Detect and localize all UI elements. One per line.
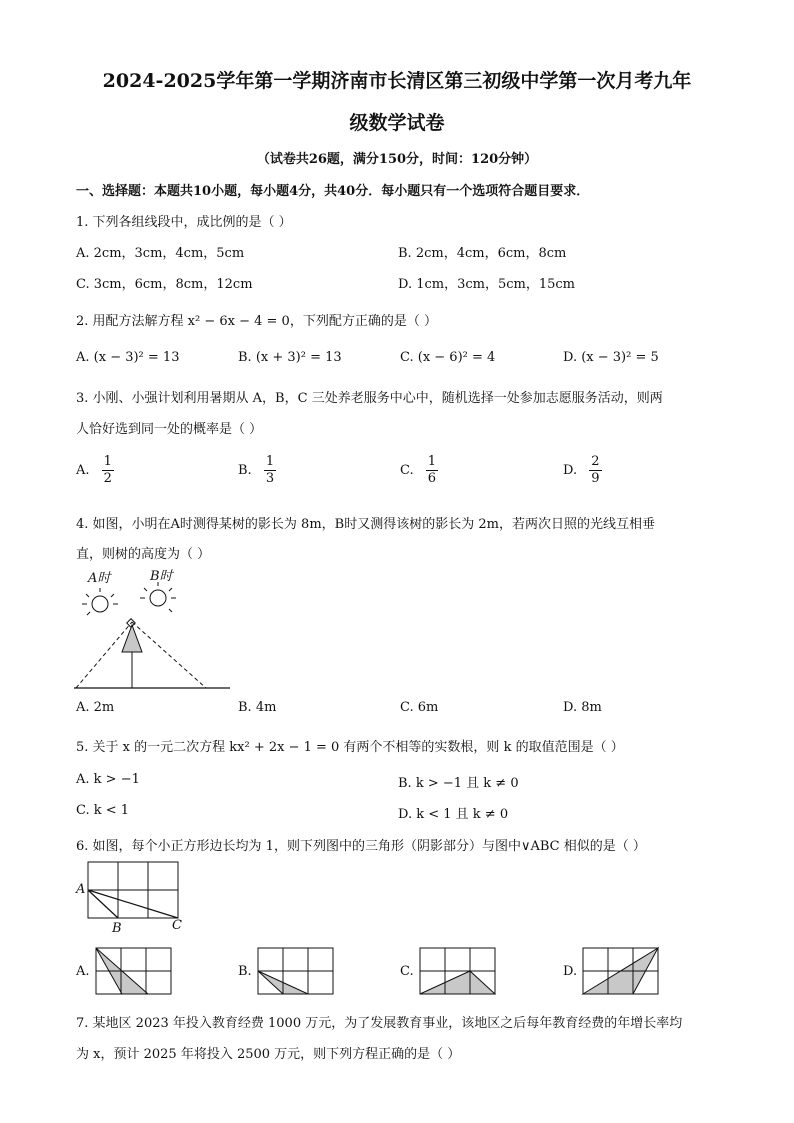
q5-option-b: B. k > −1 且 k ≠ 0 xyxy=(398,776,519,791)
q3-option-a-letter: A. xyxy=(76,463,90,478)
numerator: 1 xyxy=(265,454,275,469)
question-3-stem-line2: 人恰好选到同一处的概率是（ ） xyxy=(76,422,263,437)
q5-option-a: A. k > −1 xyxy=(76,772,140,787)
exam-info: （试卷共26题，满分150分，时间：120分钟） xyxy=(256,152,538,167)
q3-option-a xyxy=(76,454,114,487)
sun-ray-a xyxy=(76,622,132,688)
q3-option-c xyxy=(400,454,438,487)
page-title-line1: 2024-2025学年第一学期济南市长清区第三初级中学第一次月考九年 xyxy=(102,70,692,92)
q6-option-d-label: D. xyxy=(563,964,578,979)
question-7-stem-line2: 为 x，预计 2025 年将投入 2500 万元，则下列方程正确的是（ ） xyxy=(76,1047,461,1062)
triangle-abc-figure xyxy=(74,858,194,934)
section-heading: 一、选择题：本题共10小题，每小题4分，共40分．每小题只有一个选项符合题目要求． xyxy=(76,184,590,199)
q3-option-c-letter: C. xyxy=(400,463,414,478)
q4-option-a: A. 2m xyxy=(76,700,115,715)
question-5-stem: 5. 关于 x 的一元二次方程 kx² + 2x − 1 = 0 有两个不相等的实数根，则 k 的取值范围是（ ） xyxy=(76,740,624,755)
q2-option-c: C. (x − 6)² = 4 xyxy=(400,350,496,365)
question-3-stem-line1: 3. 小刚、小强计划利用暑期从 A，B，C 三处养老服务中心中，随机选择一处参加志愿服务活动，则两 xyxy=(76,391,663,406)
question-2-stem: 2. 用配方法解方程 x² − 6x − 4 = 0，下列配方正确的是（ ） xyxy=(76,314,437,329)
q6-option-a-figure xyxy=(94,946,174,998)
q3-option-a-fraction xyxy=(102,454,114,487)
tree-shadow-figure xyxy=(70,562,240,694)
numerator: 1 xyxy=(103,454,112,469)
q4-option-b: B. 4m xyxy=(238,700,277,715)
page-title-line2: 级数学试卷 xyxy=(349,112,445,134)
numerator: 1 xyxy=(427,454,437,469)
denominator: 3 xyxy=(265,471,275,486)
question-4-stem-line2: 直，则树的高度为（ ） xyxy=(76,547,211,562)
q3-option-d-fraction xyxy=(589,454,601,487)
sun-a-icon xyxy=(82,588,118,615)
q6-option-a-label: A. xyxy=(76,964,90,979)
q5-option-d: D. k < 1 且 k ≠ 0 xyxy=(398,807,509,822)
q5-option-c: C. k < 1 xyxy=(76,803,130,818)
q6-option-b-figure xyxy=(256,946,336,998)
denominator: 6 xyxy=(427,471,437,486)
question-7-stem-line1: 7. 某地区 2023 年投入教育经费 1000 万元，为了发展教育事业，该地区之后每年教育经费的年增长率均 xyxy=(76,1016,683,1031)
q6-option-d-figure xyxy=(581,946,661,998)
sun-a-label: A时 xyxy=(88,571,111,586)
q2-option-a: A. (x − 3)² = 13 xyxy=(76,350,180,365)
question-4-stem-line1: 4. 如图，小明在A时测得某树的影长为 8m，B时又测得该树的影长为 2m，若两次日照的光线互相垂 xyxy=(76,517,655,532)
denominator: 9 xyxy=(591,471,600,486)
q3-option-b-fraction xyxy=(264,454,276,487)
q6-option-b-label: B. xyxy=(238,964,252,979)
q4-option-d: D. 8m xyxy=(563,700,602,715)
vertex-a-label: A xyxy=(76,882,86,897)
q3-option-c-fraction xyxy=(426,454,438,487)
tree-icon xyxy=(122,619,142,688)
vertex-b-label: B xyxy=(112,921,122,936)
q6-option-c-label: C. xyxy=(400,964,414,979)
q1-option-a: A. 2cm，3cm，4cm，5cm xyxy=(76,246,245,261)
q4-option-c: C. 6m xyxy=(400,700,439,715)
denominator: 2 xyxy=(103,471,112,486)
q1-option-d: D. 1cm，3cm，5cm，15cm xyxy=(398,277,576,292)
q1-option-b: B. 2cm，4cm，6cm，8cm xyxy=(398,246,567,261)
q1-option-c: C. 3cm，6cm，8cm，12cm xyxy=(76,277,253,292)
q2-option-d: D. (x − 3)² = 5 xyxy=(563,350,659,365)
question-6-stem: 6. 如图，每个小正方形边长均为 1，则下列图中的三角形（阴影部分）与图中∨ABC 相似的是（ ） xyxy=(76,839,646,854)
sun-b-icon xyxy=(140,582,176,612)
q3-option-d xyxy=(563,454,602,487)
q6-option-c-figure xyxy=(418,946,498,998)
sun-ray-b xyxy=(132,622,206,688)
question-1-stem: 1. 下列各组线段中，成比例的是（ ） xyxy=(76,215,292,230)
q3-option-d-letter: D. xyxy=(563,463,578,478)
sun-b-label: B时 xyxy=(150,569,173,584)
q3-option-b-letter: B. xyxy=(238,463,252,478)
numerator: 2 xyxy=(591,454,600,469)
q2-option-b: B. (x + 3)² = 13 xyxy=(238,350,342,365)
q3-option-b xyxy=(238,454,276,487)
vertex-c-label: C xyxy=(172,918,182,933)
